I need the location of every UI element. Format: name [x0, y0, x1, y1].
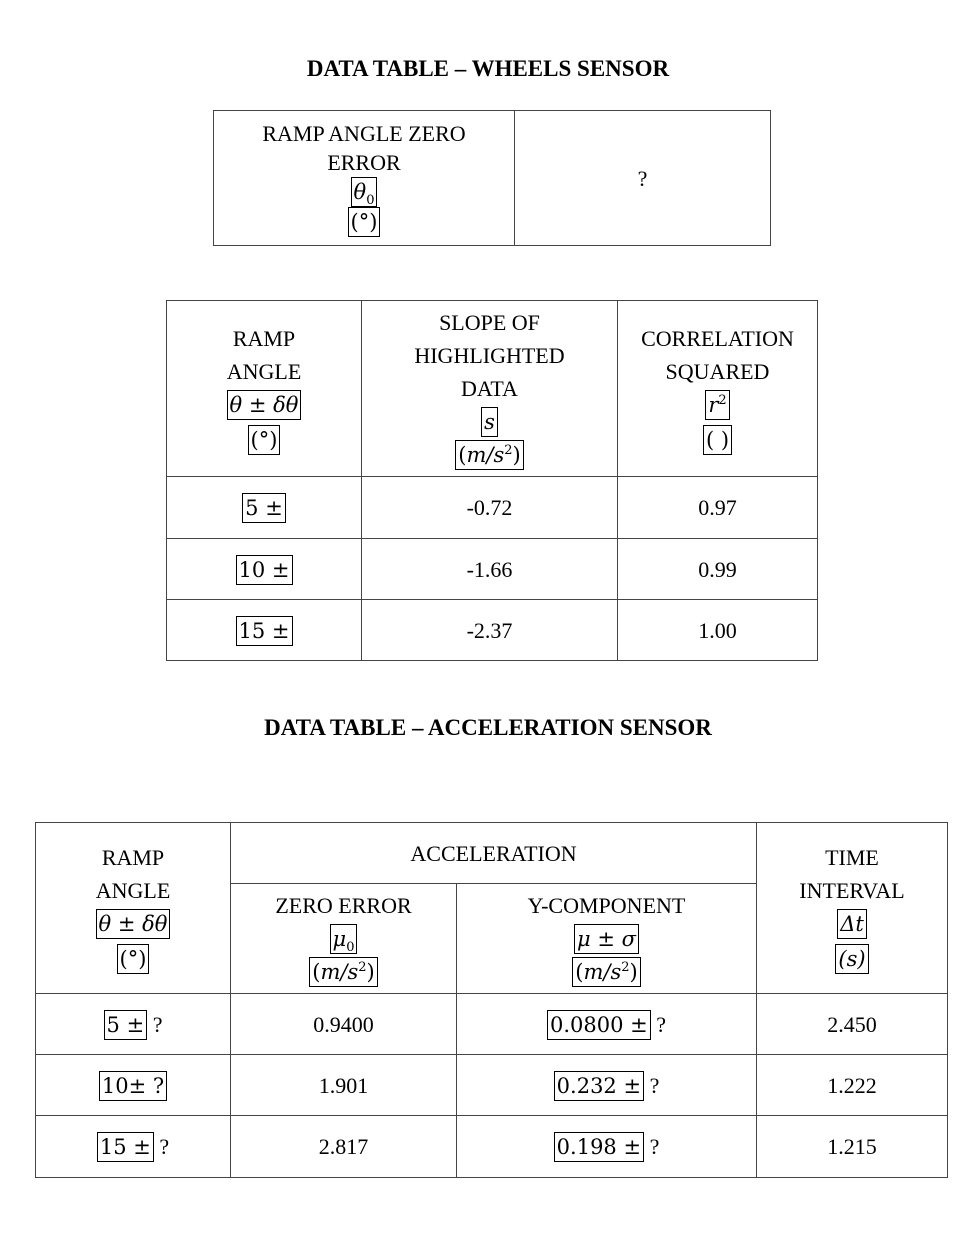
uncertainty-unknown: ?: [152, 1011, 163, 1037]
angle-value: 10± ?: [99, 1071, 167, 1101]
header-text: SLOPE OF: [439, 310, 540, 335]
mu0-symbol: $\mu_0$: [330, 924, 358, 954]
slope-value: -1.66: [362, 539, 618, 600]
header-text: ANGLE: [226, 358, 302, 384]
degree-unit: (°): [117, 944, 150, 974]
wheels-table-title: DATA TABLE – WHEELS SENSOR: [306, 56, 670, 81]
table-row: [36, 994, 948, 1055]
seconds-unit: (s): [835, 944, 868, 974]
table-row: [36, 1055, 948, 1116]
mu-sigma-symbol: μ ± σ: [574, 924, 639, 954]
accel-table-title: DATA TABLE – ACCELERATION SENSOR: [264, 715, 712, 740]
accel-data-table: [35, 822, 948, 1178]
accel-header-angle: [36, 823, 231, 994]
header-text: Y-COMPONENT: [527, 893, 686, 918]
wheels-header-slope: [362, 301, 618, 477]
angle-value: 5 ±: [242, 493, 286, 523]
angle-value: 5 ±: [104, 1010, 148, 1040]
header-text: CORRELATION: [641, 325, 794, 351]
slope-value: -0.72: [362, 477, 618, 539]
table-row: [167, 539, 818, 600]
header-text: ZERO ERROR: [275, 893, 412, 918]
theta-symbol: θ ± δθ: [96, 909, 171, 939]
acceleration-unit: $(m/s^2)$: [309, 957, 377, 987]
header-text: RAMP: [101, 845, 165, 870]
accel-header-time: [757, 823, 948, 994]
time-value: 2.450: [757, 994, 948, 1055]
empty-unit: ( ): [703, 425, 732, 455]
zero-error-label-line1: RAMP ANGLE ZERO: [262, 121, 466, 146]
zero-error-value: 0.9400: [231, 994, 457, 1055]
angle-value: 15 ±: [236, 616, 293, 646]
theta-symbol: θ ± δθ: [227, 390, 302, 420]
header-text: HIGHLIGHTED: [414, 343, 565, 368]
uncertainty-unknown: ?: [656, 1011, 667, 1037]
header-text: DATA: [461, 376, 518, 401]
zero-error-table: [213, 110, 771, 246]
header-text: SQUARED: [665, 358, 770, 384]
accel-header-acceleration: ACCELERATION: [231, 823, 757, 884]
zero-error-value: 2.817: [231, 1116, 457, 1178]
header-text: INTERVAL: [799, 878, 905, 903]
header-text: ANGLE: [95, 878, 171, 903]
table-row: [167, 600, 818, 661]
table-row: [167, 477, 818, 539]
y-component-value: 0.198 ±: [554, 1132, 644, 1162]
uncertainty-unknown: ?: [649, 1072, 660, 1098]
time-value: 1.215: [757, 1116, 948, 1178]
table-row: [36, 1116, 948, 1178]
accel-header-zero: [231, 884, 457, 994]
degree-unit: (°): [248, 425, 281, 455]
zero-error-value: 1.901: [231, 1055, 457, 1116]
wheels-header-angle: [167, 301, 362, 477]
r2-value: 0.97: [618, 477, 818, 539]
theta0-symbol: $\theta_0$: [351, 177, 378, 207]
y-component-value: 0.0800 ±: [547, 1010, 651, 1040]
angle-value: 10 ±: [236, 555, 293, 585]
slope-value: -2.37: [362, 600, 618, 661]
header-text: TIME: [825, 845, 879, 870]
uncertainty-unknown: ?: [159, 1134, 170, 1159]
header-text: RAMP: [232, 325, 296, 351]
wheels-data-table: [166, 300, 818, 661]
degree-unit: (°): [348, 207, 381, 237]
angle-value: 15 ±: [97, 1132, 154, 1162]
zero-error-label-line2: ERROR: [327, 150, 401, 175]
zero-error-value-cell: ?: [515, 111, 771, 246]
acceleration-unit: $(m/s^2)$: [572, 957, 640, 987]
wheels-header-corr: [618, 301, 818, 477]
r2-symbol: $r^2$: [705, 390, 729, 420]
zero-error-label-cell: [214, 111, 515, 246]
acceleration-unit: $(m/s^2)$: [455, 440, 523, 470]
y-component-value: 0.232 ±: [554, 1071, 644, 1101]
slope-symbol: s: [481, 407, 498, 437]
uncertainty-unknown: ?: [649, 1134, 660, 1159]
delta-t-symbol: Δt: [837, 909, 867, 939]
r2-value: 0.99: [618, 539, 818, 600]
r2-value: 1.00: [618, 600, 818, 661]
time-value: 1.222: [757, 1055, 948, 1116]
accel-header-ycomp: [457, 884, 757, 994]
